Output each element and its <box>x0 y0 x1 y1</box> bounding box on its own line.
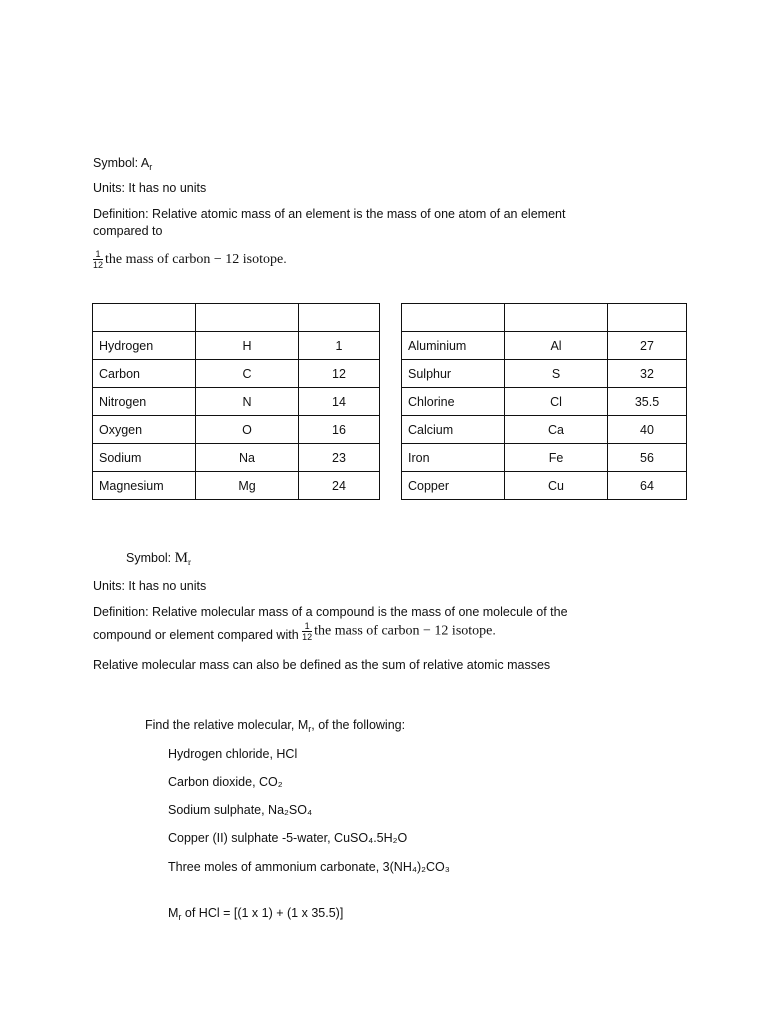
header-cell <box>93 304 196 332</box>
element-name: Copper <box>402 472 505 500</box>
table-row <box>402 444 687 472</box>
header-cell <box>299 304 380 332</box>
mr-extra-definition: Relative molecular mass can also be defined as the sum of relative atomic masses <box>93 658 551 672</box>
element-name: Chlorine <box>402 388 505 416</box>
table-row <box>402 416 687 444</box>
element-symbol: Fe <box>505 444 608 472</box>
mr-definition-line2: compound or element compared with <box>93 628 299 642</box>
element-table-left <box>92 303 380 500</box>
element-mass: 35.5 <box>608 388 687 416</box>
header-cell <box>608 304 687 332</box>
element-name: Calcium <box>402 416 505 444</box>
mr-symbol-subscript: r <box>187 557 191 567</box>
element-mass: 16 <box>299 416 380 444</box>
exercise-item: Three moles of ammonium carbonate, 3(NH₄)₂CO₃ <box>168 860 450 874</box>
table-row <box>402 360 687 388</box>
ar-symbol-label: Symbol: A <box>93 156 150 170</box>
ar-formula-denominator: 12 <box>93 260 104 270</box>
element-symbol: Na <box>196 444 299 472</box>
table-header-row <box>402 304 687 332</box>
exercise-prompt-post: , of the following: <box>311 718 406 732</box>
exercise-item: Copper (II) sulphate -5-water, CuSO₄.5H₂O <box>168 831 408 845</box>
element-symbol: C <box>196 360 299 388</box>
ar-formula-text: the mass of carbon − 12 isotope <box>105 251 284 267</box>
ar-symbol-subscript: r <box>149 162 153 172</box>
table-row <box>402 388 687 416</box>
mr-formula-denominator: 12 <box>302 631 313 642</box>
table-row <box>402 472 687 500</box>
element-name: Aluminium <box>402 332 505 360</box>
element-name: Hydrogen <box>93 332 196 360</box>
ar-symbol-line <box>93 156 152 172</box>
element-mass: 56 <box>608 444 687 472</box>
table-row <box>93 416 380 444</box>
table-row <box>93 472 380 500</box>
ar-formula-period: . <box>283 251 287 266</box>
element-symbol: Ca <box>505 416 608 444</box>
ar-formula-fraction <box>93 249 103 270</box>
ar-definition-line1: Definition: Relative atomic mass of an element is the mass of one atom of an element <box>93 207 566 221</box>
element-mass: 12 <box>299 360 380 388</box>
table-row <box>93 360 380 388</box>
element-symbol: N <box>196 388 299 416</box>
element-symbol: Al <box>505 332 608 360</box>
element-name: Oxygen <box>93 416 196 444</box>
exercise-prompt <box>145 718 405 734</box>
mr-symbol-label: Symbol: <box>126 551 175 565</box>
element-mass: 27 <box>608 332 687 360</box>
exercise-item: Carbon dioxide, CO₂ <box>168 775 283 789</box>
mr-symbol-math: M <box>174 550 188 566</box>
solution-pre: M <box>168 906 179 920</box>
element-mass: 32 <box>608 360 687 388</box>
table-header-row <box>93 304 380 332</box>
mr-definition-line1: Definition: Relative molecular mass of a compound is the mass of one molecule of the <box>93 605 568 619</box>
element-name: Nitrogen <box>93 388 196 416</box>
exercise-item: Hydrogen chloride, HCl <box>168 747 298 761</box>
header-cell <box>196 304 299 332</box>
element-symbol: H <box>196 332 299 360</box>
element-name: Sodium <box>93 444 196 472</box>
element-mass: 23 <box>299 444 380 472</box>
element-mass: 1 <box>299 332 380 360</box>
exercise-prompt-pre: Find the relative molecular, M <box>145 718 309 732</box>
element-name: Sulphur <box>402 360 505 388</box>
ar-units: Units: It has no units <box>93 181 207 195</box>
element-mass: 64 <box>608 472 687 500</box>
element-name: Iron <box>402 444 505 472</box>
table-row <box>402 332 687 360</box>
element-symbol: Mg <box>196 472 299 500</box>
mr-formula-text: the mass of carbon − 12 isotope <box>314 623 493 639</box>
table-row <box>93 444 380 472</box>
table-row <box>93 332 380 360</box>
element-mass: 14 <box>299 388 380 416</box>
solution-line <box>168 906 343 922</box>
ar-formula-numerator: 1 <box>93 249 103 260</box>
mr-formula-period: . <box>492 623 496 638</box>
element-name: Carbon <box>93 360 196 388</box>
element-symbol: Cu <box>505 472 608 500</box>
element-table-right <box>401 303 687 500</box>
mr-definition-line2-wrap <box>93 620 496 642</box>
mr-units: Units: It has no units <box>93 579 207 593</box>
exercise-prompt-subscript: r <box>308 724 312 734</box>
exercise-item: Sodium sulphate, Na₂SO₄ <box>168 803 313 817</box>
element-symbol: S <box>505 360 608 388</box>
element-name: Magnesium <box>93 472 196 500</box>
mr-formula-fraction <box>302 621 312 642</box>
element-mass: 40 <box>608 416 687 444</box>
header-cell <box>505 304 608 332</box>
ar-formula <box>93 249 287 270</box>
table-row <box>93 388 380 416</box>
ar-definition-line2: compared to <box>93 224 163 238</box>
element-symbol: O <box>196 416 299 444</box>
mr-formula-numerator: 1 <box>302 621 312 632</box>
mr-symbol-line <box>126 550 191 567</box>
element-symbol: Cl <box>505 388 608 416</box>
solution-subscript: r <box>178 912 182 922</box>
element-mass: 24 <box>299 472 380 500</box>
header-cell <box>402 304 505 332</box>
solution-post: of HCl = [(1 x 1) + (1 x 35.5)] <box>181 906 344 920</box>
